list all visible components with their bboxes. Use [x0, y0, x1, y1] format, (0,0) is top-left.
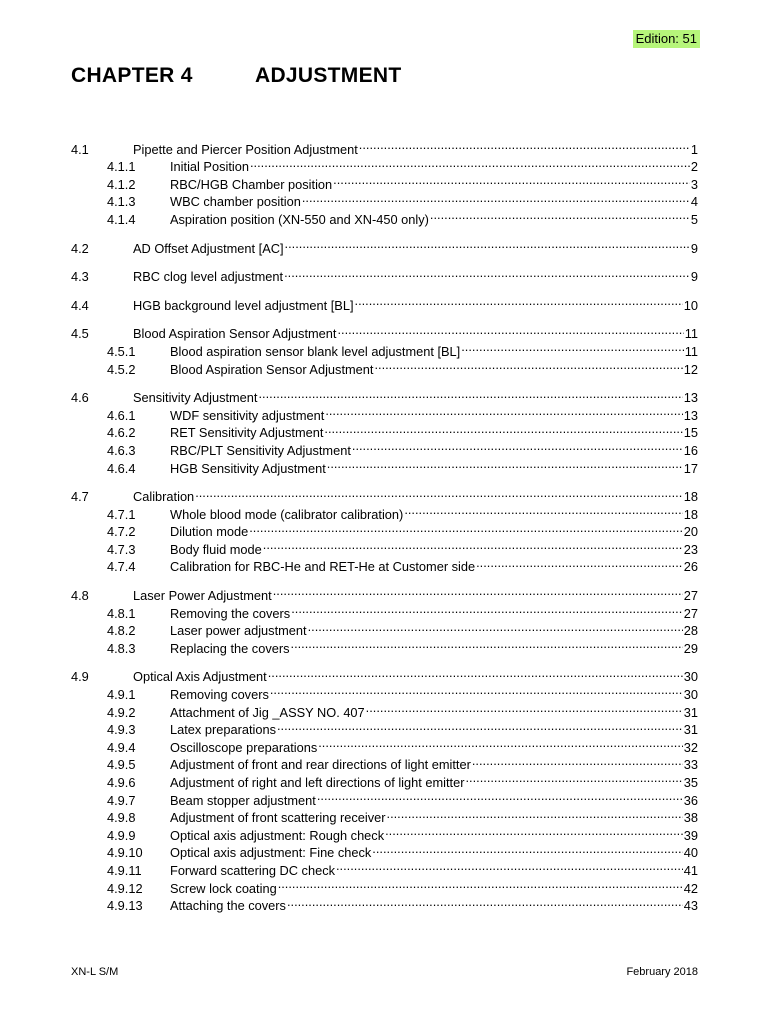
toc-entry-page: 12 — [683, 361, 698, 377]
dot-leader — [359, 136, 690, 154]
toc-entry-page: 42 — [683, 880, 698, 896]
toc-entry-title: Optical axis adjustment: Fine check — [170, 845, 372, 861]
dot-leader — [317, 787, 683, 805]
toc-entry-title: Adjustment of front scattering receiver — [170, 810, 386, 826]
dot-leader — [465, 769, 682, 787]
chapter-number: CHAPTER 4 — [71, 64, 193, 87]
dot-leader — [277, 717, 683, 735]
dot-leader — [308, 618, 683, 636]
toc-entry-number: 4.9.6 — [107, 775, 136, 790]
toc-section — [71, 484, 698, 575]
toc-entry-4-4[interactable] — [71, 292, 698, 313]
dot-leader — [270, 681, 683, 699]
toc-entry-page: 30 — [683, 687, 698, 703]
toc-entry-page: 16 — [683, 442, 698, 458]
chapter-heading — [71, 64, 402, 88]
dot-leader — [302, 189, 690, 207]
dot-leader — [278, 875, 683, 893]
toc-entry-page: 31 — [683, 722, 698, 738]
toc-entry-page: 10 — [683, 297, 698, 313]
toc-entry-page: 28 — [683, 623, 698, 639]
toc-entry-number: 4.7.3 — [107, 541, 136, 557]
toc-entry-title: Blood Aspiration Sensor Adjustment — [170, 361, 374, 377]
dot-leader — [273, 582, 683, 600]
dot-leader — [366, 699, 683, 717]
toc-entry-page: 9 — [690, 269, 698, 285]
toc-entry-title: WBC chamber position — [170, 194, 301, 210]
dot-leader — [263, 536, 683, 554]
toc-entry-4-5[interactable] — [71, 321, 698, 342]
footer-date: February 2018 — [626, 966, 698, 978]
toc-entry-4-7[interactable] — [71, 484, 698, 505]
toc-entry-4-8[interactable] — [71, 582, 698, 604]
toc-entry-title: Whole blood mode (calibrator calibration) — [170, 506, 404, 522]
dot-leader — [325, 402, 682, 420]
toc-entry-title: Attaching the covers — [170, 898, 286, 914]
dot-leader — [461, 338, 683, 356]
toc-entry-title: Laser power adjustment — [170, 623, 307, 639]
toc-entry-page: 43 — [683, 898, 698, 914]
toc-entry-page: 31 — [683, 704, 698, 720]
toc-entry-title: WDF sensitivity adjustment — [170, 407, 325, 423]
dot-leader — [291, 600, 683, 618]
toc-entry-page: 20 — [683, 524, 698, 540]
toc-entry-number: 4.9.3 — [107, 722, 136, 738]
toc-entry-title: Body fluid mode — [170, 541, 262, 557]
toc-entry-title: Forward scattering DC check — [170, 862, 335, 878]
toc-entry-4-6[interactable] — [71, 385, 698, 406]
chapter-title: ADJUSTMENT — [255, 64, 402, 87]
dot-leader — [476, 554, 683, 572]
toc-entry-number: 4.5 — [71, 326, 89, 342]
dot-leader — [372, 840, 682, 858]
toc-entry-number: 4.7.4 — [107, 559, 136, 575]
toc-entry-title: Calibration — [133, 489, 195, 505]
toc-section — [71, 264, 698, 285]
toc-entry-number: 4.9.12 — [107, 880, 143, 896]
toc-entry-page: 11 — [684, 326, 698, 342]
dot-leader — [284, 264, 690, 282]
dot-leader — [285, 235, 690, 253]
toc-entry-number: 4.8 — [71, 588, 89, 604]
dot-leader — [374, 356, 682, 374]
toc-entry-number: 4.4 — [71, 297, 89, 313]
toc-entry-number: 4.9.10 — [107, 845, 143, 861]
toc-entry-page: 35 — [683, 775, 698, 790]
toc-entry-page: 13 — [683, 390, 698, 406]
toc-section — [71, 664, 698, 914]
toc-entry-number: 4.1.1 — [107, 159, 136, 175]
dot-leader — [324, 420, 682, 438]
toc-entry-number: 4.6.3 — [107, 442, 136, 458]
toc-entry-title: Adjustment of front and rear directions of light emitter — [170, 757, 471, 773]
toc-entry-title: Aspiration position (XN-550 and XN-450 only) — [170, 211, 429, 227]
toc-section — [71, 385, 698, 476]
toc-entry-4-9[interactable] — [71, 664, 698, 685]
toc-entry-title: Blood Aspiration Sensor Adjustment — [133, 326, 337, 342]
dot-leader — [337, 321, 683, 339]
toc-entry-title: Optical axis adjustment: Rough check — [170, 827, 385, 843]
toc-section — [71, 582, 698, 656]
toc-section — [71, 136, 698, 227]
toc-entry-page: 1 — [690, 141, 698, 157]
dot-leader — [195, 484, 683, 502]
toc-entry-number: 4.7.2 — [107, 524, 136, 540]
toc-entry-page: 3 — [690, 176, 698, 192]
toc-entry-number: 4.9.2 — [107, 704, 136, 720]
toc-entry-page: 2 — [690, 159, 698, 175]
dot-leader — [249, 519, 683, 537]
dot-leader — [250, 154, 690, 172]
toc-entry-number: 4.8.2 — [107, 623, 136, 639]
toc-entry-page: 39 — [683, 827, 698, 843]
toc-entry-number: 4.9.7 — [107, 792, 136, 808]
dot-leader — [258, 385, 682, 403]
toc-entry-title: Removing the covers — [170, 605, 291, 621]
toc-entry-title: RBC/HGB Chamber position — [170, 176, 333, 192]
toc-entry-title: Blood aspiration sensor blank level adjustment [BL] — [170, 343, 461, 359]
toc-entry-page: 11 — [684, 343, 698, 359]
toc-entry-number: 4.3 — [71, 269, 89, 285]
toc-entry-page: 33 — [683, 757, 698, 773]
toc-entry-title: Screw lock coating — [170, 880, 277, 896]
dot-leader — [268, 664, 683, 682]
toc-entry-number: 4.2 — [71, 240, 89, 256]
toc-entry-title: Laser Power Adjustment — [133, 588, 272, 604]
toc-section — [71, 292, 698, 313]
toc-entry-page: 5 — [690, 211, 698, 227]
edition-label: Edition: 51 — [633, 30, 700, 48]
toc-entry-page: 18 — [683, 506, 698, 522]
toc-entry-title: Latex preparations — [170, 722, 276, 738]
toc-entry-number: 4.9.13 — [107, 898, 143, 914]
toc-entry-title: RBC clog level adjustment — [133, 269, 284, 285]
table-of-contents — [71, 136, 698, 921]
dot-leader — [430, 206, 690, 224]
toc-entry-title: Sensitivity Adjustment — [133, 390, 258, 406]
toc-entry-page: 40 — [683, 845, 698, 861]
toc-entry-4-3[interactable] — [71, 264, 698, 285]
toc-entry-number: 4.6.1 — [107, 407, 136, 423]
toc-entry-title: Oscilloscope preparations — [170, 739, 318, 755]
toc-entry-title: RBC/PLT Sensitivity Adjustment — [170, 442, 351, 458]
toc-entry-page: 36 — [683, 792, 698, 808]
toc-entry-number: 4.8.3 — [107, 640, 136, 656]
toc-entry-title: Replacing the covers — [170, 640, 290, 656]
toc-entry-page: 9 — [690, 240, 698, 256]
toc-entry-title: HGB background level adjustment [BL] — [133, 297, 354, 313]
toc-entry-title: Adjustment of right and left directions of light emitter — [170, 775, 465, 790]
toc-entry-page: 27 — [683, 605, 698, 621]
toc-entry-number: 4.9 — [71, 669, 89, 685]
toc-entry-number: 4.5.2 — [107, 361, 136, 377]
toc-entry-page: 13 — [683, 407, 698, 423]
toc-entry-page: 18 — [683, 489, 698, 505]
toc-entry-number: 4.9.4 — [107, 739, 136, 755]
dot-leader — [333, 171, 690, 189]
toc-entry-title: Initial Position — [170, 159, 249, 175]
toc-entry-number: 4.6 — [71, 390, 89, 406]
toc-section — [71, 321, 698, 377]
toc-entry-number: 4.9.9 — [107, 827, 136, 843]
toc-entry-title: Dilution mode — [170, 524, 249, 540]
dot-leader — [472, 752, 683, 770]
toc-entry-number: 4.1.3 — [107, 194, 136, 210]
toc-entry-page: 41 — [683, 862, 698, 878]
toc-entry-number: 4.8.1 — [107, 605, 136, 621]
dot-leader — [355, 292, 683, 310]
dot-leader — [287, 893, 683, 911]
dot-leader — [336, 857, 683, 875]
toc-entry-number: 4.1.4 — [107, 211, 136, 227]
toc-entry-number: 4.9.1 — [107, 687, 136, 703]
toc-entry-page: 32 — [683, 739, 698, 755]
dot-leader — [387, 805, 683, 823]
toc-entry-title: Attachment of Jig _ASSY NO. 407 — [170, 704, 365, 720]
toc-entry-number: 4.5.1 — [107, 343, 136, 359]
toc-entry-page: 26 — [683, 559, 698, 575]
toc-entry-page: 15 — [683, 425, 698, 441]
toc-entry-title: RET Sensitivity Adjustment — [170, 425, 324, 441]
toc-entry-4-1[interactable] — [71, 136, 698, 157]
toc-entry-page: 23 — [683, 541, 698, 557]
toc-entry-number: 4.1 — [71, 141, 89, 157]
dot-leader — [352, 437, 683, 455]
toc-entry-number: 4.9.5 — [107, 757, 136, 773]
toc-entry-title: HGB Sensitivity Adjustment — [170, 460, 326, 476]
dot-leader — [318, 734, 683, 752]
dot-leader — [291, 635, 683, 653]
toc-entry-page: 38 — [683, 810, 698, 826]
toc-entry-page: 17 — [683, 460, 698, 476]
toc-entry-number: 4.7 — [71, 489, 89, 505]
dot-leader — [385, 822, 683, 840]
footer-document-id: XN-L S/M — [71, 966, 119, 978]
toc-entry-title: Optical Axis Adjustment — [133, 669, 267, 685]
toc-entry-number: 4.9.8 — [107, 810, 136, 826]
dot-leader — [327, 455, 683, 473]
toc-entry-4-2[interactable] — [71, 235, 698, 256]
toc-entry-number: 4.7.1 — [107, 506, 136, 522]
toc-entry-title: Calibration for RBC-He and RET-He at Customer side — [170, 559, 476, 575]
toc-entry-number: 4.6.4 — [107, 460, 136, 476]
toc-entry-number: 4.1.2 — [107, 176, 136, 192]
toc-entry-page: 27 — [683, 588, 698, 604]
toc-entry-title: AD Offset Adjustment [AC] — [133, 240, 284, 256]
toc-entry-number: 4.9.11 — [107, 862, 142, 878]
toc-entry-page: 29 — [683, 640, 698, 656]
toc-entry-title: Beam stopper adjustment — [170, 792, 316, 808]
toc-entry-page: 4 — [690, 194, 698, 210]
toc-entry-title: Removing covers — [170, 687, 269, 703]
toc-entry-number: 4.6.2 — [107, 425, 136, 441]
toc-entry-title: Pipette and Piercer Position Adjustment — [133, 141, 358, 157]
dot-leader — [404, 501, 682, 519]
toc-entry-page: 30 — [683, 669, 698, 685]
toc-section — [71, 235, 698, 256]
